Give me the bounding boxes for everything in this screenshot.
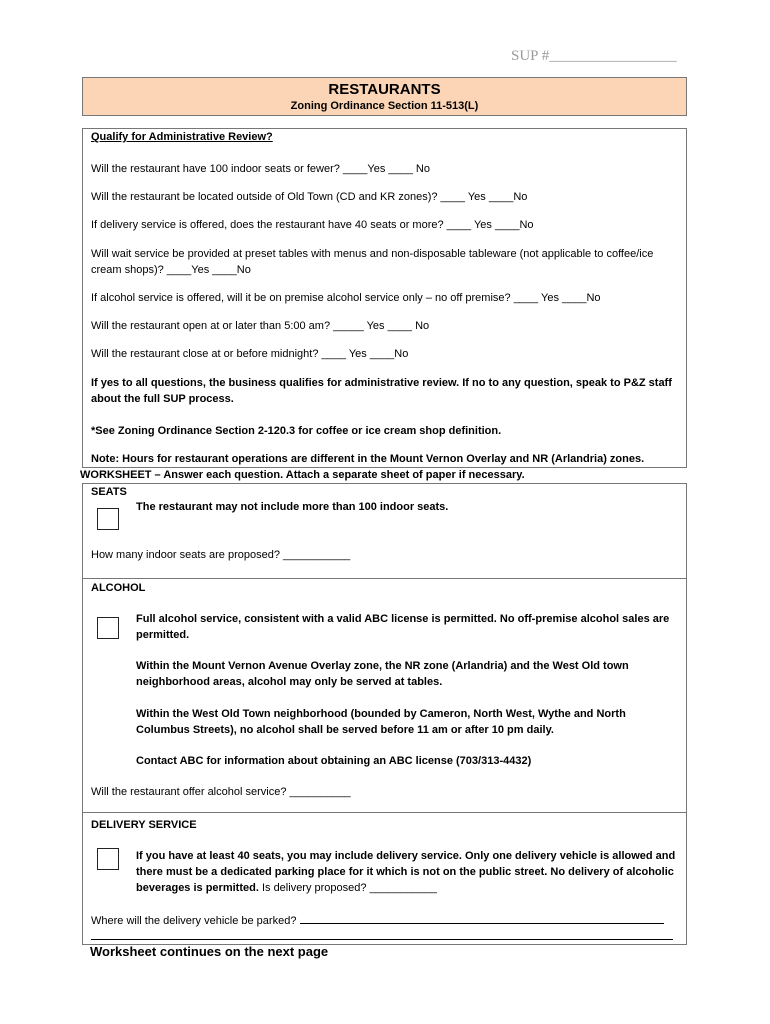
title-banner <box>82 77 687 116</box>
qualify-question-2[interactable]: Will the restaurant be located outside of Old Town (CD and KR zones)? ____ Yes ____No <box>91 191 528 203</box>
qualify-note-yes: If yes to all questions, the business qualifies for administrative review. If no to any question, speak to P&Z staff about the full SUP process. <box>91 377 672 405</box>
qualify-question-7[interactable]: Will the restaurant close at or before midnight? ____ Yes ____No <box>91 348 409 360</box>
delivery-checkbox[interactable] <box>97 848 119 870</box>
delivery-parking-blank[interactable] <box>300 911 664 924</box>
qualify-question-4[interactable]: Will wait service be provided at preset tables with menus and non-disposable tableware (not applicable to coffee/ice cream shops)? ____Yes ____No <box>91 248 654 276</box>
qualify-note-hours: Note: Hours for restaurant operations are different in the Mount Vernon Overlay and NR (Arlandria) zones. <box>91 453 645 465</box>
alcohol-question[interactable]: Will the restaurant offer alcohol service? __________ <box>91 786 351 798</box>
qualify-note-see: *See Zoning Ordinance Section 2-120.3 for coffee or ice cream shop definition. <box>91 425 502 437</box>
alcohol-abc-contact: Contact ABC for information about obtaining an ABC license (703/313-4432) <box>136 755 532 767</box>
seats-rule: The restaurant may not include more than 100 indoor seats. <box>136 501 449 513</box>
seats-label: SEATS <box>91 486 127 498</box>
qualify-question-6[interactable]: Will the restaurant open at or later than 5:00 am? _____ Yes ____ No <box>91 320 430 332</box>
delivery-proposed-question[interactable]: Is delivery proposed? ___________ <box>261 882 437 894</box>
worksheet-heading: WORKSHEET – Answer each question. Attach a separate sheet of paper if necessary. <box>80 469 525 481</box>
qualify-question-1[interactable]: Will the restaurant have 100 indoor seats or fewer? ____Yes ____ No <box>91 163 430 175</box>
page-title: RESTAURANTS <box>328 81 441 98</box>
alcohol-rule-3: Within the West Old Town neighborhood (bounded by Cameron, North West, Wythe and North Columbus Streets), no alcohol shall be served before 11 am or after 10 pm daily. <box>136 708 626 736</box>
qualify-heading: Qualify for Administrative Review? <box>91 131 273 143</box>
alcohol-rule-1: Full alcohol service, consistent with a valid ABC license is permitted. No off-premise alcohol sales are permitted. <box>136 613 670 641</box>
qualify-question-3[interactable]: If delivery service is offered, does the restaurant have 40 seats or more? ____ Yes ____No <box>91 219 534 231</box>
seats-question[interactable]: How many indoor seats are proposed? ___________ <box>91 549 351 561</box>
seats-checkbox[interactable] <box>97 508 119 530</box>
delivery-rule-text: If you have at least 40 seats, you may include delivery service. Only one delivery vehicle is allowed and there must be a dedicated parking place for it which is not on the public street. No delivery of alcoholic beverages is permitted. <box>136 850 676 894</box>
alcohol-checkbox[interactable] <box>97 617 119 639</box>
divider <box>82 812 686 813</box>
alcohol-label: ALCOHOL <box>91 582 146 594</box>
continue-note: Worksheet continues on the next page <box>90 944 329 959</box>
alcohol-rule-2: Within the Mount Vernon Avenue Overlay zone, the NR zone (Arlandria) and the West Old town neighborhood areas, alcohol may only be served at tables. <box>136 660 629 688</box>
delivery-parking-label: Where will the delivery vehicle be parked? <box>91 915 297 927</box>
delivery-parking-question[interactable] <box>91 911 681 929</box>
page-subtitle: Zoning Ordinance Section 11-513(L) <box>290 100 479 112</box>
sup-number-field[interactable]: SUP #_________________ <box>511 48 677 64</box>
answer-line[interactable] <box>91 939 673 940</box>
divider <box>82 578 686 579</box>
qualify-question-5[interactable]: If alcohol service is offered, will it be on premise alcohol service only – no off premise? ____ Yes ____No <box>91 292 601 304</box>
delivery-label: DELIVERY SERVICE <box>91 819 197 831</box>
delivery-rule <box>136 848 681 896</box>
